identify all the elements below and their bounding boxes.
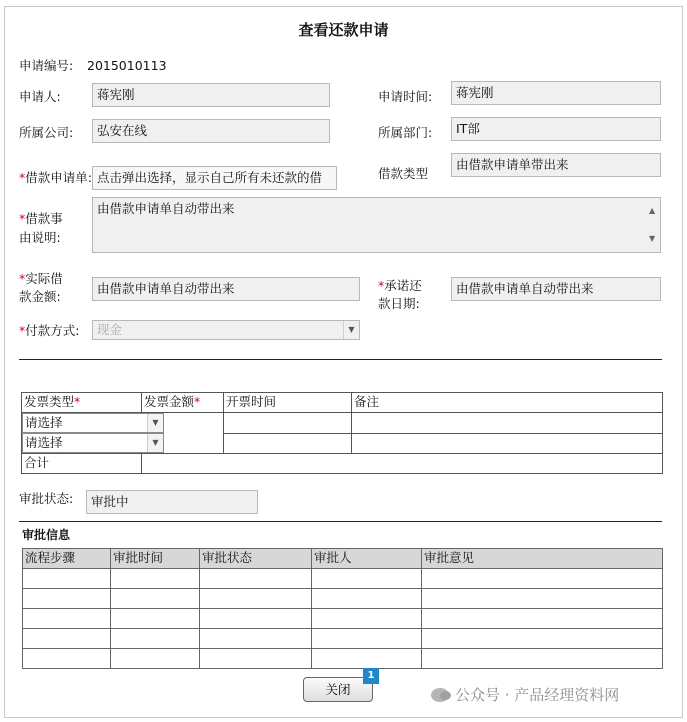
- approval-section-title: 审批信息: [22, 528, 71, 542]
- promise-label-line1: *承诺还: [378, 278, 422, 293]
- invoice-remark-cell[interactable]: [352, 433, 663, 454]
- invoice-time-cell[interactable]: [224, 413, 352, 434]
- apply-time-field: 蒋宪刚: [451, 81, 661, 105]
- status-field: 审批中: [86, 490, 258, 514]
- app-no-label: 申请编号:: [19, 58, 74, 73]
- table-row: [23, 649, 663, 669]
- watermark: 公众号 · 产品经理资料网: [431, 684, 619, 705]
- scroll-down-icon[interactable]: ▼: [649, 234, 656, 243]
- app-no-value: 2015010113: [87, 58, 167, 73]
- divider: [19, 521, 662, 522]
- company-field: 弘安在线: [92, 119, 330, 143]
- chevron-down-icon[interactable]: ▼: [343, 321, 359, 339]
- chevron-down-icon[interactable]: ▼: [147, 434, 163, 452]
- approval-time-header: 审批时间: [111, 549, 200, 569]
- invoice-total-row: [22, 454, 663, 474]
- loan-form-picker[interactable]: 点击弹出选择，显示自己所有未还款的借: [92, 166, 337, 190]
- invoice-table: [21, 392, 663, 474]
- pay-method-value: 现金: [97, 322, 123, 337]
- apply-time-label: 申请时间:: [378, 89, 433, 104]
- invoice-time-header: 开票时间: [224, 393, 352, 413]
- table-row: [23, 609, 663, 629]
- approval-table: [22, 548, 663, 669]
- reason-textarea[interactable]: [92, 197, 661, 253]
- loan-form-label: *借款申请单:: [19, 170, 92, 185]
- approval-header-row: [23, 549, 663, 569]
- close-button[interactable]: 关闭: [303, 677, 373, 702]
- loan-type-field: 由借款申请单带出来: [451, 153, 661, 177]
- invoice-header-row: [22, 393, 663, 413]
- table-row: [23, 589, 663, 609]
- invoice-total-value: [142, 454, 663, 474]
- table-row: [23, 629, 663, 649]
- invoice-type-select[interactable]: 请选择 ▼: [22, 433, 164, 453]
- reason-label-line2: 由说明:: [19, 230, 61, 245]
- loan-type-label: 借款类型: [378, 166, 429, 181]
- invoice-total-label: 合计: [22, 454, 142, 474]
- applicant-label: 申请人:: [19, 89, 61, 104]
- reason-label-line1: *借款事: [19, 211, 63, 226]
- amount-label-line2: 款金额:: [19, 289, 61, 304]
- invoice-amount-header: 发票金额*: [142, 393, 224, 413]
- dept-label: 所属部门:: [378, 125, 433, 140]
- reason-scrollbar[interactable]: [646, 198, 660, 252]
- invoice-remark-header: 备注: [352, 393, 663, 413]
- amount-field: 由借款申请单自动带出来: [92, 277, 360, 301]
- approval-opinion-header: 审批意见: [422, 549, 663, 569]
- invoice-type-select[interactable]: 请选择 ▼: [22, 413, 164, 433]
- chevron-down-icon[interactable]: ▼: [147, 414, 163, 432]
- status-label: 审批状态:: [19, 491, 74, 506]
- promise-date-field: 由借款申请单自动带出来: [451, 277, 661, 301]
- wechat-icon: [431, 688, 449, 702]
- invoice-type-header: 发票类型*: [22, 393, 142, 413]
- dept-field: IT部: [451, 117, 661, 141]
- notification-badge: 1: [363, 668, 379, 684]
- pay-method-select[interactable]: [92, 320, 360, 340]
- approval-status-header: 审批状态: [200, 549, 312, 569]
- approval-approver-header: 审批人: [312, 549, 422, 569]
- invoice-row: [22, 433, 663, 454]
- applicant-field: 蒋宪刚: [92, 83, 330, 107]
- invoice-remark-cell[interactable]: [352, 413, 663, 434]
- amount-label-line1: *实际借: [19, 271, 63, 286]
- promise-label-line2: 款日期:: [378, 296, 420, 311]
- reason-text: 由借款申请单自动带出来: [97, 201, 235, 216]
- scroll-up-icon[interactable]: ▲: [649, 206, 656, 215]
- invoice-row: [22, 413, 663, 434]
- invoice-time-cell[interactable]: [224, 433, 352, 454]
- table-row: [23, 569, 663, 589]
- approval-step-header: 流程步骤: [23, 549, 111, 569]
- company-label: 所属公司:: [19, 125, 74, 140]
- divider: [19, 359, 662, 360]
- page-title: 查看还款申请: [298, 21, 389, 39]
- pay-label: *付款方式:: [19, 323, 80, 338]
